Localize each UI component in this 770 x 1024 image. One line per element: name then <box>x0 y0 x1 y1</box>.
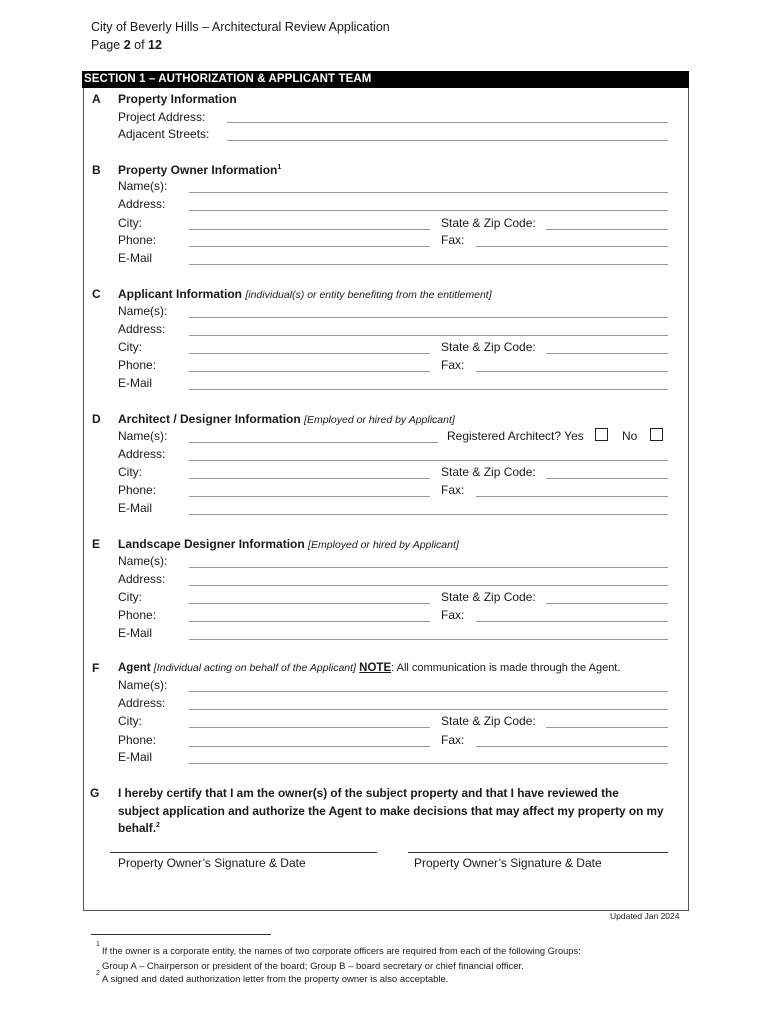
architect-info-heading <box>118 412 455 427</box>
landscape-info-note: [Employed or hired by Applicant] <box>308 539 459 551</box>
applicant-address-label: Address: <box>118 322 166 336</box>
landscape-info-heading <box>118 537 459 552</box>
owner-info-title: Property Owner Information <box>118 163 278 177</box>
owner-fax-field[interactable] <box>476 246 668 247</box>
architect-fax-field[interactable] <box>476 496 668 497</box>
applicant-info-note: [individual(s) or entity benefiting from the entitlement] <box>245 289 492 301</box>
architect-email-label: E-Mail <box>118 501 153 515</box>
footnote-1-number: 1 <box>96 941 100 948</box>
page-total: 12 <box>148 38 162 52</box>
landscape-city-label: City: <box>118 590 142 604</box>
agent-phone-field[interactable] <box>189 746 430 747</box>
agent-state-zip-field[interactable] <box>546 727 668 728</box>
section-g-letter: G <box>90 786 100 800</box>
applicant-email-field[interactable] <box>189 389 668 390</box>
landscape-names-field[interactable] <box>189 567 668 568</box>
architect-fax-label: Fax: <box>441 483 465 497</box>
applicant-address-field[interactable] <box>189 335 668 336</box>
landscape-names-label: Name(s): <box>118 554 168 568</box>
section-a-letter: A <box>92 92 101 106</box>
owner-email-label: E-Mail <box>118 251 153 265</box>
adjacent-streets-label: Adjacent Streets: <box>118 127 210 141</box>
project-address-label: Project Address: <box>118 110 206 124</box>
agent-info-note: [Individual acting on behalf of the Applicant] <box>153 662 356 674</box>
section-f-letter: F <box>92 661 100 675</box>
owner-email-field[interactable] <box>189 264 668 265</box>
agent-email-label: E-Mail <box>118 750 153 764</box>
owner-address-label: Address: <box>118 197 166 211</box>
architect-phone-field[interactable] <box>189 496 430 497</box>
owner-signature-line-1[interactable] <box>110 852 377 853</box>
certification-line-3 <box>118 821 160 835</box>
applicant-phone-label: Phone: <box>118 358 157 372</box>
applicant-state-zip-label: State & Zip Code: <box>441 340 536 354</box>
architect-names-field[interactable] <box>189 442 438 443</box>
updated-date: Updated Jan 2024 <box>610 911 680 921</box>
landscape-state-zip-label: State & Zip Code: <box>441 590 536 604</box>
applicant-city-label: City: <box>118 340 142 354</box>
owner-names-label: Name(s): <box>118 179 168 193</box>
applicant-names-label: Name(s): <box>118 304 168 318</box>
page-of: of <box>134 38 145 52</box>
section-c-letter: C <box>92 287 101 301</box>
agent-fax-field[interactable] <box>476 746 668 747</box>
owner-state-zip-label: State & Zip Code: <box>441 216 536 230</box>
property-info-heading: Property Information <box>118 92 237 106</box>
owner-city-label: City: <box>118 216 142 230</box>
architect-state-zip-field[interactable] <box>546 478 668 479</box>
footnote-1-line-2: Group A – Chairperson or president of the board; Group B – board secretary or chief financial officer. <box>102 961 524 972</box>
landscape-state-zip-field[interactable] <box>546 603 668 604</box>
landscape-address-label: Address: <box>118 572 166 586</box>
adjacent-streets-field[interactable] <box>227 140 668 141</box>
agent-info-heading <box>118 661 620 675</box>
owner-signature-label-1: Property Owner’s Signature & Date <box>118 856 306 870</box>
agent-address-label: Address: <box>118 696 166 710</box>
applicant-fax-label: Fax: <box>441 358 465 372</box>
footnote-divider <box>91 934 271 935</box>
applicant-city-field[interactable] <box>189 353 430 354</box>
architect-info-title: Architect / Designer Information <box>118 412 301 426</box>
footnote-2-line-1: A signed and dated authorization letter from the property owner is also acceptable. <box>102 974 449 985</box>
certification-line-1: I hereby certify that I am the owner(s) of the subject property and that I have reviewed the <box>118 786 619 800</box>
owner-address-field[interactable] <box>189 210 668 211</box>
landscape-fax-label: Fax: <box>441 608 465 622</box>
agent-address-field[interactable] <box>189 709 668 710</box>
owner-signature-label-2: Property Owner’s Signature & Date <box>414 856 602 870</box>
architect-city-field[interactable] <box>189 478 430 479</box>
owner-state-zip-field[interactable] <box>546 229 668 230</box>
landscape-phone-field[interactable] <box>189 621 430 622</box>
certification-line-2: subject application and authorize the Agent to make decisions that may affect my property on my <box>118 804 664 818</box>
landscape-phone-label: Phone: <box>118 608 157 622</box>
architect-names-label: Name(s): <box>118 429 168 443</box>
landscape-info-title: Landscape Designer Information <box>118 537 305 551</box>
owner-signature-line-2[interactable] <box>408 852 668 853</box>
agent-info-title: Agent <box>118 662 151 674</box>
agent-names-field[interactable] <box>189 691 668 692</box>
applicant-email-label: E-Mail <box>118 376 153 390</box>
owner-fax-label: Fax: <box>441 233 465 247</box>
landscape-email-label: E-Mail <box>118 626 153 640</box>
landscape-fax-field[interactable] <box>476 621 668 622</box>
owner-city-field[interactable] <box>189 229 430 230</box>
owner-phone-label: Phone: <box>118 233 157 247</box>
page-current: 2 <box>123 38 131 52</box>
owner-info-heading <box>118 163 281 177</box>
certification-behalf: behalf. <box>118 821 157 835</box>
landscape-address-field[interactable] <box>189 585 668 586</box>
landscape-city-field[interactable] <box>189 603 430 604</box>
owner-phone-field[interactable] <box>189 246 430 247</box>
agent-fax-label: Fax: <box>441 733 465 747</box>
section-title: SECTION 1 – AUTHORIZATION & APPLICANT TEAM <box>82 71 689 88</box>
agent-city-field[interactable] <box>189 727 430 728</box>
section-e-letter: E <box>92 537 101 551</box>
agent-phone-label: Phone: <box>118 733 157 747</box>
agent-note-text: : All communication is made through the Agent. <box>391 662 621 674</box>
architect-info-note: [Employed or hired by Applicant] <box>304 414 455 426</box>
section-b-letter: B <box>92 163 101 177</box>
architect-address-label: Address: <box>118 447 166 461</box>
agent-state-zip-label: State & Zip Code: <box>441 714 536 728</box>
applicant-info-heading <box>118 287 492 302</box>
applicant-names-field[interactable] <box>189 317 668 318</box>
applicant-phone-field[interactable] <box>189 371 430 372</box>
footnote-1-line-1: If the owner is a corporate entity, the names of two corporate officers are required from each of the following Groups: <box>102 946 581 956</box>
document-title: City of Beverly Hills – Architectural Review Application <box>91 20 390 34</box>
registered-architect-label: Registered Architect? Yes <box>447 429 584 443</box>
footnote-2-number: 2 <box>96 970 100 977</box>
page-prefix: Page <box>91 38 121 52</box>
registered-no-checkbox[interactable] <box>650 428 663 441</box>
architect-email-field[interactable] <box>189 514 668 515</box>
landscape-email-field[interactable] <box>189 639 668 640</box>
applicant-info-title: Applicant Information <box>118 287 242 301</box>
applicant-state-zip-field[interactable] <box>546 353 668 354</box>
architect-phone-label: Phone: <box>118 483 157 497</box>
agent-names-label: Name(s): <box>118 678 168 692</box>
agent-email-field[interactable] <box>189 763 668 764</box>
architect-city-label: City: <box>118 465 142 479</box>
owner-names-field[interactable] <box>189 192 668 193</box>
registered-no-label: No <box>622 429 638 443</box>
project-address-field[interactable] <box>227 122 668 123</box>
registered-yes-checkbox[interactable] <box>595 428 608 441</box>
page-number <box>91 38 162 52</box>
architect-state-zip-label: State & Zip Code: <box>441 465 536 479</box>
architect-address-field[interactable] <box>189 460 668 461</box>
footnote-ref-1: 1 <box>277 164 282 171</box>
section-d-letter: D <box>92 412 101 426</box>
footnote-ref-2: 2 <box>156 822 160 830</box>
agent-city-label: City: <box>118 714 142 728</box>
agent-note-label: NOTE <box>359 662 392 674</box>
applicant-fax-field[interactable] <box>476 371 668 372</box>
